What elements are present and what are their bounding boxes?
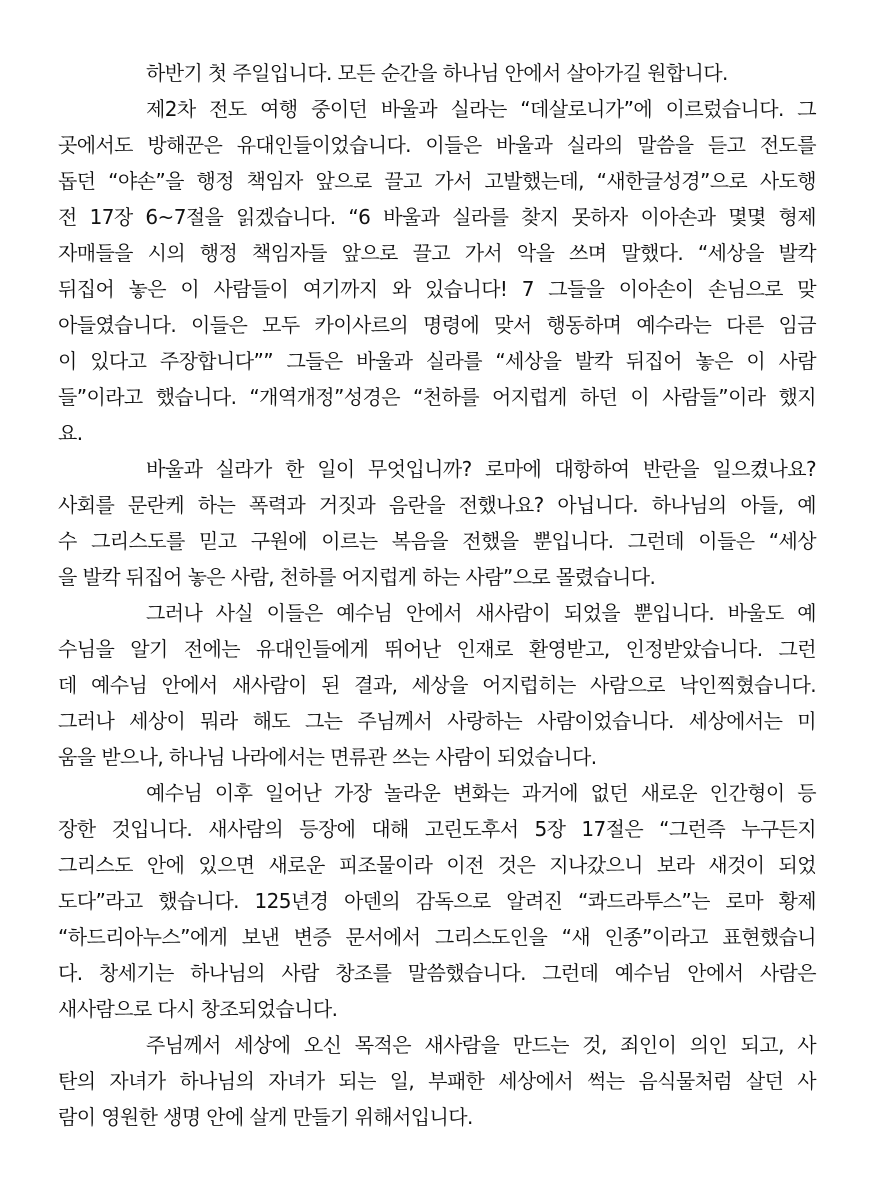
text-line: 바울과 실라가 한 일이 무엇입니까? 로마에 대항하여 반란을 일으켰나요? [146, 457, 816, 481]
text-line: 돕던 “야손”을 행정 책임자 앞으로 끌고 가서 고발했는데, “새한글성경”으로 사도행 [58, 169, 816, 193]
text-line: 곳에서도 방해꾼은 유대인들이었습니다. 이들은 바울과 실라의 말씀을 듣고 전도를 [58, 133, 816, 157]
text-line: 하반기 첫 주일입니다. 모든 순간을 하나님 안에서 살아가길 원합니다. [146, 61, 728, 85]
text-line: 을 발칵 뒤집어 놓은 사람, 천하를 어지럽게 하는 사람”으로 몰렸습니다. [58, 565, 656, 589]
text-line: 장한 것입니다. 새사람의 등장에 대해 고린도후서 5장 17절은 “그런즉 누구든지 [58, 817, 816, 841]
document-page [58, 55, 816, 1135]
paragraph-intro [58, 55, 816, 91]
text-line: 도다”라고 했습니다. 125년경 아덴의 감독으로 알려진 “콰드라투스”는 로마 황제 [58, 889, 816, 913]
text-line: 이 있다고 주장합니다”” 그들은 바울과 실라를 “세상을 발칵 뒤집어 놓은 이 사람 [58, 349, 816, 373]
text-line: 람이 영원한 생명 안에 살게 만들기 위해서입니다. [58, 1105, 473, 1129]
paragraph-thessalonica [58, 91, 816, 451]
text-line: 탄의 자녀가 하나님의 자녀가 되는 일, 부패한 세상에서 썩는 음식물처럼 살던 사 [58, 1069, 816, 1093]
text-line: 전 17장 6~7절을 읽겠습니다. “6 바울과 실라를 찾지 못하자 이아손과 몇몇 형제 [58, 205, 816, 229]
text-line: 제2차 전도 여행 중이던 바울과 실라는 “데살로니가”에 이르렀습니다. 그 [146, 97, 816, 121]
text-line: 그러나 사실 이들은 예수님 안에서 새사람이 되었을 뿐입니다. 바울도 예 [146, 601, 816, 625]
text-line: 요. [58, 421, 83, 445]
text-line: 수님을 알기 전에는 유대인들에게 뛰어난 인재로 환영받고, 인정받았습니다. 그런 [58, 637, 816, 661]
paragraph-what-they-did [58, 451, 816, 595]
text-line: 주님께서 세상에 오신 목적은 새사람을 만드는 것, 죄인이 의인 되고, 사 [146, 1033, 816, 1057]
text-line: “하드리아누스”에게 보낸 변증 문서에서 그리스도인을 “새 인종”이라고 표현했습니 [58, 925, 816, 949]
text-line: 움을 받으나, 하나님 나라에서는 면류관 쓰는 사람이 되었습니다. [58, 745, 597, 769]
text-line: 아들였습니다. 이들은 모두 카이사르의 명령에 맞서 행동하며 예수라는 다른 임금 [58, 313, 816, 337]
text-line: 그리스도 안에 있으면 새로운 피조물이라 이전 것은 지나갔으니 보라 새것이 되었 [58, 853, 816, 877]
text-line: 들”이라고 했습니다. “개역개정”성경은 “천하를 어지럽게 하던 이 사람들”이라 했지 [58, 385, 816, 409]
text-line: 그러나 세상이 뭐라 해도 그는 주님께서 사랑하는 사람이었습니다. 세상에서는 미 [58, 709, 816, 733]
text-line: 새사람으로 다시 창조되었습니다. [58, 997, 338, 1021]
text-line: 수 그리스도를 믿고 구원에 이르는 복음을 전했을 뿐입니다. 그런데 이들은 “세상 [58, 529, 816, 553]
text-line: 자매들을 시의 행정 책임자들 앞으로 끌고 가서 악을 쓰며 말했다. “세상을 발칵 [58, 241, 816, 265]
text-line: 뒤집어 놓은 이 사람들이 여기까지 와 있습니다! 7 그들을 이아손이 손님으로 맞 [58, 277, 816, 301]
text-line: 사회를 문란케 하는 폭력과 거짓과 음란을 전했나요? 아닙니다. 하나님의 아들, 예 [58, 493, 816, 517]
text-line: 다. 창세기는 하나님의 사람 창조를 말씀했습니다. 그런데 예수님 안에서 사람은 [58, 961, 816, 985]
text-line: 데 예수님 안에서 새사람이 된 결과, 세상을 어지럽히는 사람으로 낙인찍혔습니다. [58, 673, 816, 697]
paragraph-purpose [58, 1027, 816, 1135]
paragraph-new-humanity [58, 775, 816, 1027]
text-line: 예수님 이후 일어난 가장 놀라운 변화는 과거에 없던 새로운 인간형이 등 [146, 781, 816, 805]
paragraph-new-person [58, 595, 816, 775]
